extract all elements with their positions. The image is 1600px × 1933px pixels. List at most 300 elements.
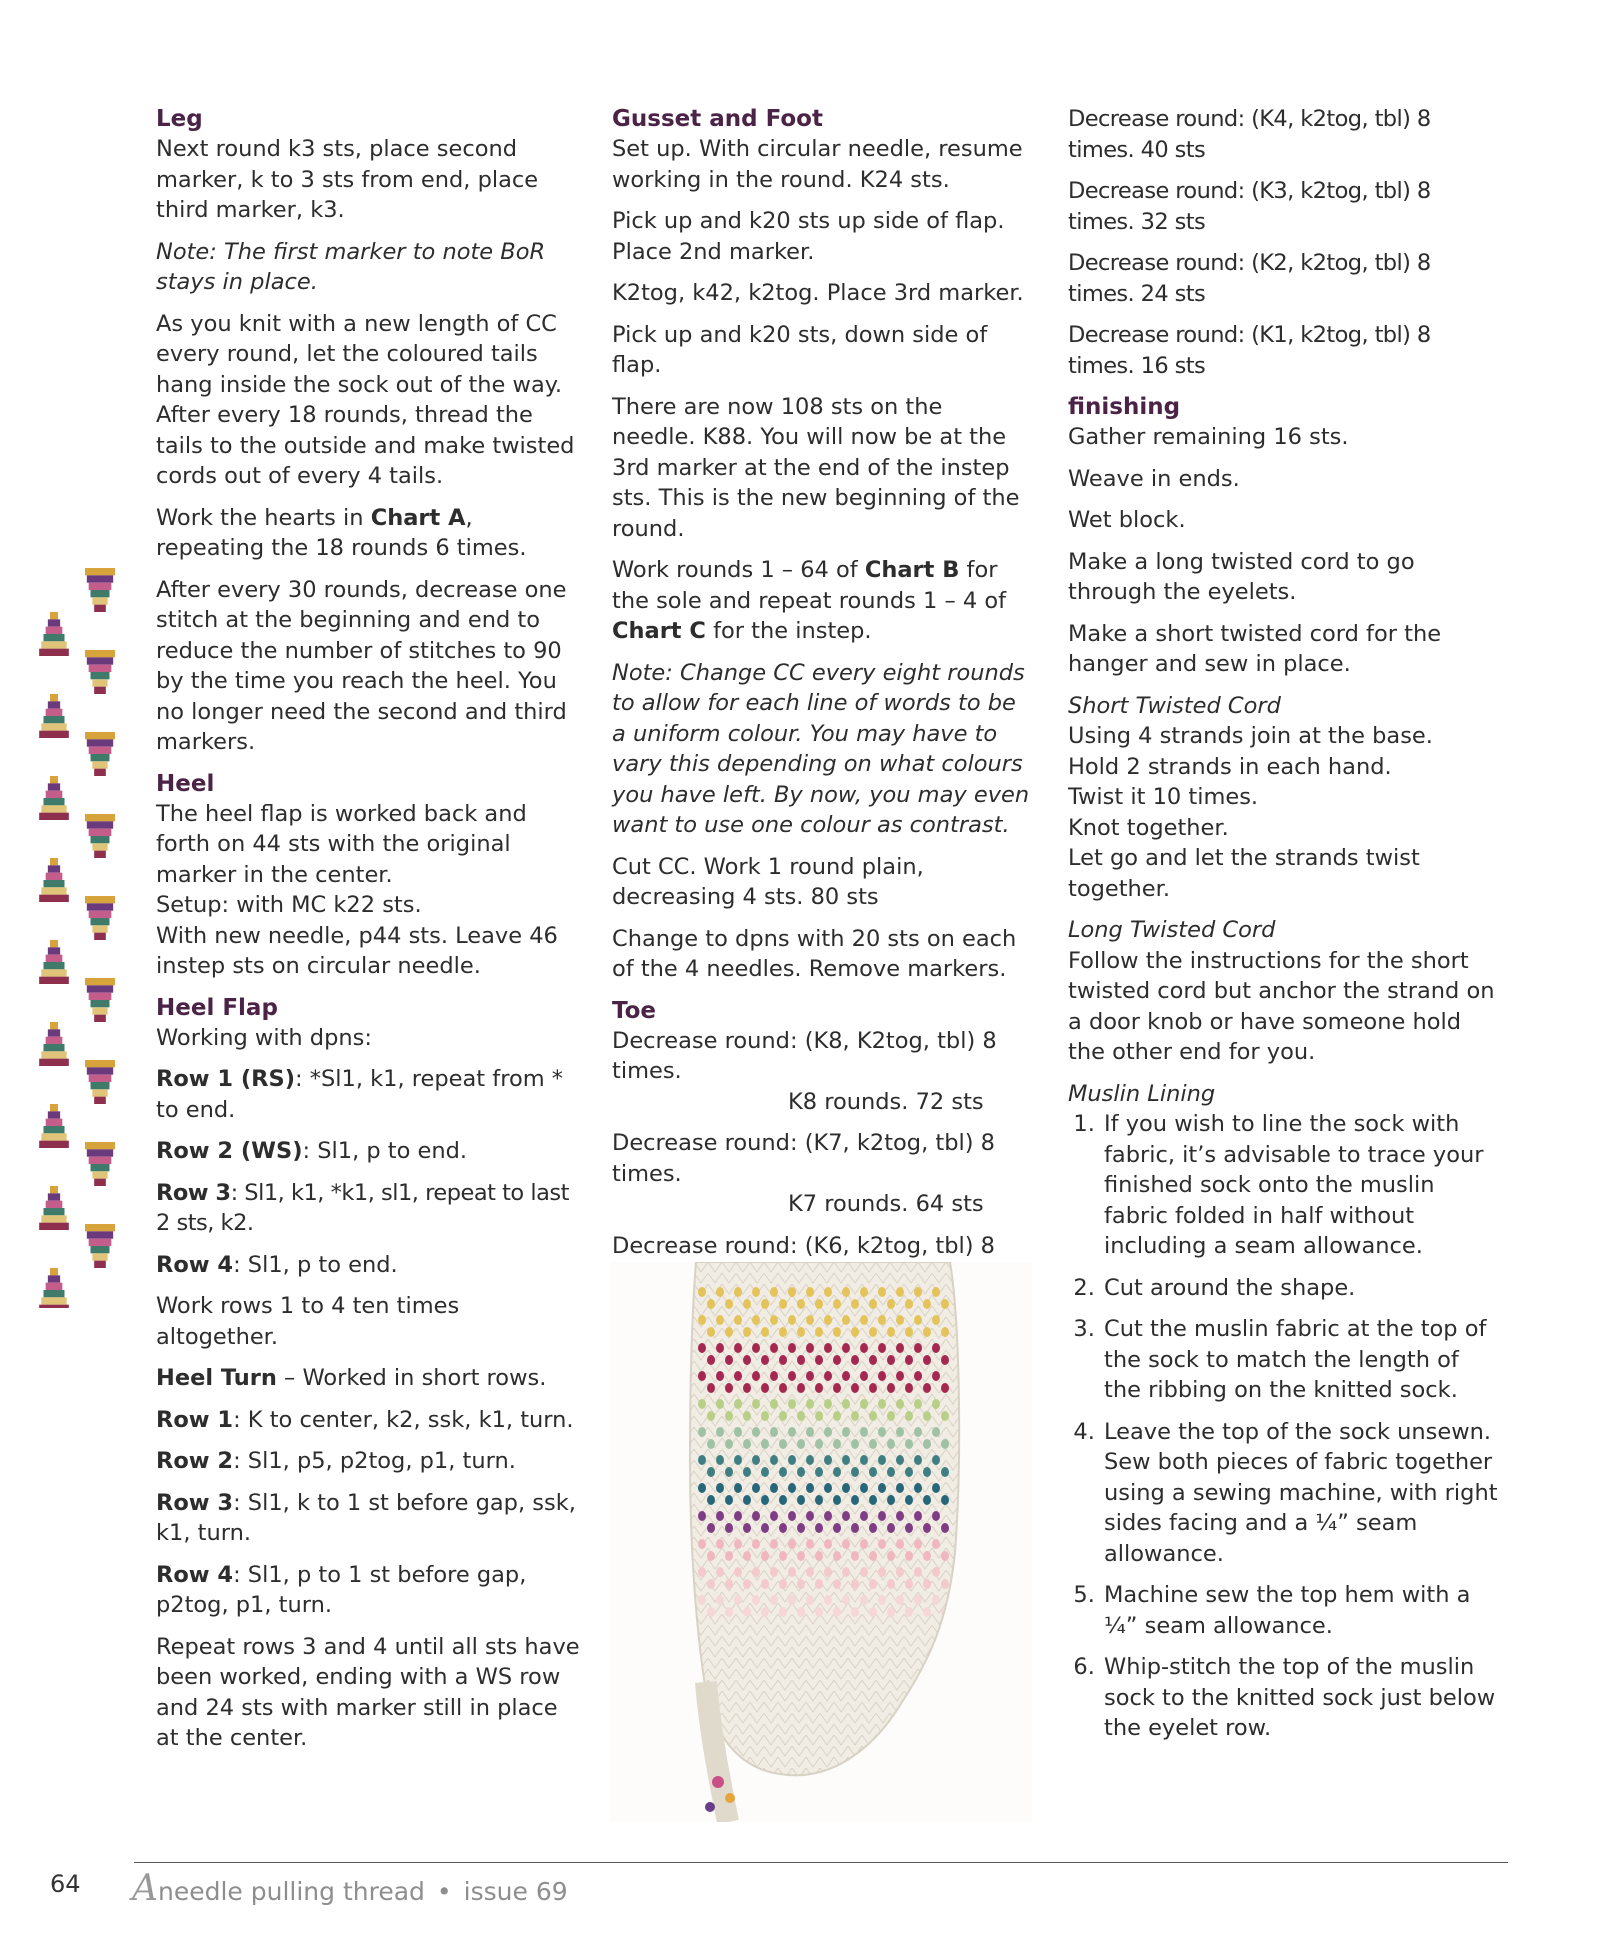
knit-dot (896, 1287, 904, 1297)
knit-dot (896, 1567, 904, 1577)
section-heading-heel: Heel (156, 770, 215, 797)
knit-dot (851, 1523, 859, 1533)
knit-dot (860, 1483, 868, 1493)
knit-dot (869, 1299, 877, 1309)
knit-dot (932, 1371, 940, 1381)
knit-dot (923, 1411, 931, 1421)
knit-dot (860, 1287, 868, 1297)
knit-dot (860, 1567, 868, 1577)
knit-dot (734, 1287, 742, 1297)
knit-dot (914, 1371, 922, 1381)
knit-dot (707, 1411, 715, 1421)
knit-dot (725, 1411, 733, 1421)
knit-dot (743, 1327, 751, 1337)
knit-dot (860, 1595, 868, 1605)
rounds-line: K7 rounds. 64 sts (788, 1191, 984, 1217)
knit-dot (878, 1539, 886, 1549)
knit-dot (869, 1327, 877, 1337)
knit-dot (716, 1511, 724, 1521)
decrease-line: Decrease round: (K8, K2tog, tbl) 8 times. (612, 1027, 997, 1084)
knit-dot (887, 1607, 895, 1617)
knit-dot (698, 1567, 706, 1577)
heart-motif (85, 814, 115, 858)
step-line: Twist it 10 times. (1068, 784, 1259, 810)
brand-name: needle pulling thread (158, 1877, 425, 1906)
knit-dot (905, 1411, 913, 1421)
knit-dot (932, 1315, 940, 1325)
knit-dot (932, 1483, 940, 1493)
paragraph: After every 30 rounds, decrease one stitch at the beginning and end to reduce the number of stitches to 90 by the time you reach the heel. You no longer need the second and third markers. (156, 576, 567, 755)
knit-dot (743, 1439, 751, 1449)
knit-dot (788, 1371, 796, 1381)
subheading-short-cord: Short Twisted Cord (1068, 692, 1281, 719)
knit-dot (770, 1315, 778, 1325)
heart-motif (39, 1022, 69, 1066)
knit-dot (869, 1523, 877, 1533)
heart-motif (39, 858, 69, 902)
knit-dot (788, 1399, 796, 1409)
knit-dot (761, 1327, 769, 1337)
knit-dot (797, 1607, 805, 1617)
knit-dot (923, 1579, 931, 1589)
knit-dot (779, 1327, 787, 1337)
note-label: Note: (156, 238, 217, 265)
knit-dot (860, 1427, 868, 1437)
knit-dot (716, 1343, 724, 1353)
knit-dot (932, 1399, 940, 1409)
knit-dot (941, 1383, 949, 1393)
knit-dot (860, 1455, 868, 1465)
knit-dot (707, 1495, 715, 1505)
knit-dot (851, 1495, 859, 1505)
knit-dot (734, 1511, 742, 1521)
knit-dot (887, 1299, 895, 1309)
knit-dot (779, 1411, 787, 1421)
knit-dot (725, 1467, 733, 1477)
knit-dot (842, 1567, 850, 1577)
knit-dot (851, 1439, 859, 1449)
knit-dot (887, 1523, 895, 1533)
decrease-line: Decrease round: (K2, k2tog, tbl) 8 times. 24 sts (1068, 250, 1431, 307)
knit-dot (743, 1383, 751, 1393)
knit-dot (707, 1551, 715, 1561)
knit-dot (878, 1399, 886, 1409)
step-line: Let go and let the strands twist together. (1068, 845, 1420, 902)
knit-dot (779, 1355, 787, 1365)
knit-dot (743, 1411, 751, 1421)
knit-dot (923, 1607, 931, 1617)
knit-dot (734, 1455, 742, 1465)
knit-dot (869, 1439, 877, 1449)
decrease-line: Decrease round: (K7, k2tog, tbl) 8 times. (612, 1130, 995, 1187)
note (156, 237, 586, 298)
knit-dot (806, 1595, 814, 1605)
knit-dot (824, 1371, 832, 1381)
knit-dot (788, 1567, 796, 1577)
knit-dot (842, 1427, 850, 1437)
row-text: : Sl1, p to end. (233, 1251, 398, 1278)
knit-dot (806, 1539, 814, 1549)
knit-dot (887, 1439, 895, 1449)
heart-motif (39, 1104, 69, 1148)
knit-dot (824, 1539, 832, 1549)
paragraph: Pick up and k20 sts, down side of flap. (612, 321, 988, 378)
knit-dot (761, 1299, 769, 1309)
knit-dot (806, 1343, 814, 1353)
knit-dot (842, 1511, 850, 1521)
knit-dot (725, 1327, 733, 1337)
knit-dot (905, 1299, 913, 1309)
row-label: Row 1 (RS) (156, 1066, 295, 1092)
knit-dot (806, 1399, 814, 1409)
knit-dot (734, 1595, 742, 1605)
paragraph (156, 503, 586, 564)
knit-dot (707, 1299, 715, 1309)
list-item: 4. Leave the top of the sock unsewn. Sew both pieces of fabric together using a sewing machine, with right sides facing and a ¼” seam allowance. (1102, 1417, 1500, 1570)
knit-dot (725, 1607, 733, 1617)
knit-dot (887, 1495, 895, 1505)
heart-motif (85, 568, 115, 612)
heart-motif (39, 612, 69, 656)
row-label: Row 2 (WS) (156, 1138, 303, 1164)
knit-dot (743, 1579, 751, 1589)
knit-dot (905, 1355, 913, 1365)
knit-dot (914, 1511, 922, 1521)
list-item: 1. If you wish to line the sock with fabric, it’s advisable to trace your finished sock onto the muslin fabric folded in half without including a seam allowance. (1102, 1109, 1500, 1262)
decrease-list (1068, 104, 1500, 381)
knit-dot (806, 1567, 814, 1577)
knit-dot (725, 1355, 733, 1365)
knit-dot (734, 1315, 742, 1325)
heart-motif (39, 1268, 69, 1308)
knit-dot (806, 1315, 814, 1325)
knit-dot (770, 1483, 778, 1493)
knit-dot (761, 1579, 769, 1589)
row-label: Row 4 (156, 1561, 234, 1588)
knit-dot (887, 1355, 895, 1365)
knit-dot (770, 1427, 778, 1437)
paragraph: With new needle, p44 sts. Leave 46 instep sts on circular needle. (156, 922, 558, 979)
knit-dot (914, 1315, 922, 1325)
knit-dot (905, 1383, 913, 1393)
knit-dot (824, 1455, 832, 1465)
paragraph: Next round k3 sts, place second marker, k to 3 sts from end, place third marker, k3. (156, 136, 539, 223)
knit-dot (797, 1383, 805, 1393)
knit-dot (941, 1551, 949, 1561)
knit-dot (806, 1483, 814, 1493)
knit-dot (779, 1383, 787, 1393)
knit-dot (905, 1495, 913, 1505)
paragraph (612, 555, 1032, 647)
text: for the instep. (705, 618, 872, 644)
knit-dot (761, 1411, 769, 1421)
knit-dot (860, 1343, 868, 1353)
knit-dot (896, 1427, 904, 1437)
knit-dot (914, 1455, 922, 1465)
knit-dot (788, 1427, 796, 1437)
knit-dot (824, 1511, 832, 1521)
knit-dot (752, 1287, 760, 1297)
heart-motif (39, 776, 69, 820)
knit-dot (851, 1467, 859, 1477)
knit-dot (788, 1343, 796, 1353)
knit-dot (887, 1383, 895, 1393)
knit-dot (779, 1579, 787, 1589)
knit-dot (698, 1315, 706, 1325)
knit-dot (842, 1595, 850, 1605)
knit-dot (833, 1523, 841, 1533)
knit-dot (806, 1371, 814, 1381)
heart-motif (85, 1142, 115, 1186)
knit-dot (887, 1327, 895, 1337)
knit-dot (932, 1567, 940, 1577)
muslin-steps (1068, 1109, 1500, 1744)
knit-dot (779, 1607, 787, 1617)
knit-dot (941, 1523, 949, 1533)
knit-dot (725, 1551, 733, 1561)
knit-dot (896, 1539, 904, 1549)
knit-dot (725, 1383, 733, 1393)
knit-dot (878, 1455, 886, 1465)
knit-dot (761, 1523, 769, 1533)
knit-dot (842, 1399, 850, 1409)
knit-dot (716, 1567, 724, 1577)
knit-dot (797, 1355, 805, 1365)
knit-dot (878, 1511, 886, 1521)
knit-dot (923, 1383, 931, 1393)
knit-dot (851, 1299, 859, 1309)
heel-turn-intro (156, 1363, 586, 1394)
rounds-line: K8 rounds. 72 sts (788, 1088, 984, 1115)
knit-dot (815, 1355, 823, 1365)
magazine-brand (132, 1868, 568, 1909)
knit-dot (914, 1539, 922, 1549)
knit-dot (815, 1467, 823, 1477)
knit-dot (869, 1579, 877, 1589)
decrease-line: Decrease round: (K6, k2tog, tbl) 8 (612, 1232, 995, 1259)
paragraph: Pick up and k20 sts up side of flap. Place 2nd marker. (612, 208, 1005, 265)
knit-dot (815, 1523, 823, 1533)
knit-dot (770, 1455, 778, 1465)
knit-dot (878, 1343, 886, 1353)
knit-dot (734, 1427, 742, 1437)
knit-dot (824, 1287, 832, 1297)
row-text: : Sl1, p to end. (302, 1138, 468, 1164)
subheading-muslin-lining: Muslin Lining (1068, 1080, 1216, 1107)
note-text: : Change CC every eight rounds to allow for each line of words to be a uniform colour. You may have to vary this depending on what colours you have left. By now, you may even want to use one colour as contrast. (612, 659, 1030, 838)
knit-dot (833, 1411, 841, 1421)
knit-dot (788, 1511, 796, 1521)
knit-dot (905, 1439, 913, 1449)
paragraph: Cut CC. Work 1 round plain, decreasing 4 sts. 80 sts (612, 853, 924, 910)
knit-dot (752, 1343, 760, 1353)
knit-dot (833, 1355, 841, 1365)
text: , repeating the 18 rounds 6 times. (156, 504, 527, 561)
knit-dot (923, 1299, 931, 1309)
text: Work rounds 1 – 64 of (612, 557, 865, 583)
knit-dot (851, 1383, 859, 1393)
knit-dot (770, 1595, 778, 1605)
heart-motif (85, 1224, 115, 1268)
knit-dot (860, 1399, 868, 1409)
knit-dot (734, 1343, 742, 1353)
knit-dot (896, 1595, 904, 1605)
row-instruction (156, 1178, 586, 1239)
knit-dot (815, 1551, 823, 1561)
row-label: Row 2 (156, 1448, 234, 1474)
knit-dot (707, 1523, 715, 1533)
decrease-line: Decrease round: (K3, k2tog, tbl) 8 times. 32 sts (1068, 178, 1431, 235)
knit-dot (761, 1355, 769, 1365)
knit-dot (797, 1523, 805, 1533)
knit-dot (896, 1343, 904, 1353)
knit-dot (698, 1483, 706, 1493)
knit-dot (815, 1327, 823, 1337)
knit-dot (761, 1495, 769, 1505)
heart-motif (85, 896, 115, 940)
decorative-hearts (28, 568, 138, 1308)
row-instruction (156, 1136, 586, 1167)
paragraph: The heel flap is worked back and forth on 44 sts with the original marker in the center. (156, 800, 527, 888)
knit-dot (806, 1455, 814, 1465)
knit-dot (743, 1355, 751, 1365)
row-instruction (156, 1560, 586, 1621)
knit-dot (761, 1439, 769, 1449)
knit-dot (824, 1343, 832, 1353)
knit-dot (923, 1355, 931, 1365)
knit-dot (815, 1439, 823, 1449)
knit-dot (905, 1327, 913, 1337)
paragraph: As you knit with a new length of CC every round, let the coloured tails hang inside the sock out of the way. After every 18 rounds, thread the tails to the outside and make twisted cords out of every 4 tails. (156, 310, 575, 489)
knit-dot (896, 1511, 904, 1521)
paragraph: Wet block. (1068, 507, 1186, 533)
heart-motif (39, 1186, 69, 1230)
knit-dot (698, 1539, 706, 1549)
knit-dot (788, 1455, 796, 1465)
knit-dot (923, 1495, 931, 1505)
knit-dot (734, 1483, 742, 1493)
chart-ref: Chart A (370, 504, 466, 531)
paragraph: Set up. With circular needle, resume working in the round. K24 sts. (612, 136, 1023, 193)
knit-dot (905, 1579, 913, 1589)
knit-dot (869, 1467, 877, 1477)
knit-dot (851, 1607, 859, 1617)
paragraph: There are now 108 sts on the needle. K88. You will now be at the 3rd marker at the end of the instep sts. This is the new beginning of the round. (612, 393, 1020, 542)
knit-dot (941, 1495, 949, 1505)
row-instruction (156, 1405, 586, 1436)
knit-dot (941, 1411, 949, 1421)
knit-dot (779, 1523, 787, 1533)
knit-dot (743, 1523, 751, 1533)
heel-turn-text: – Worked in short rows. (276, 1365, 547, 1391)
knit-dot (752, 1539, 760, 1549)
list-item: 3. Cut the muslin fabric at the top of the sock to match the length of the ribbing on the knitted sock. (1102, 1314, 1500, 1406)
heel-turn-label: Heel Turn (156, 1365, 277, 1391)
knit-dot (752, 1371, 760, 1381)
knit-dot (842, 1455, 850, 1465)
knit-dot (833, 1383, 841, 1393)
knit-dot (896, 1399, 904, 1409)
issue-number: issue 69 (463, 1877, 568, 1906)
knit-dot (833, 1495, 841, 1505)
knit-dot (941, 1327, 949, 1337)
knit-dot (734, 1567, 742, 1577)
knit-dot (698, 1511, 706, 1521)
knit-dot (797, 1551, 805, 1561)
knit-dot (797, 1579, 805, 1589)
knit-dot (815, 1607, 823, 1617)
knit-dot (914, 1399, 922, 1409)
row-instruction (156, 1446, 586, 1477)
knit-dot (743, 1551, 751, 1561)
knit-dot (815, 1383, 823, 1393)
knit-dot (707, 1439, 715, 1449)
step-line: Hold 2 strands in each hand. (1068, 753, 1392, 780)
knit-dot (896, 1455, 904, 1465)
knit-dot (833, 1551, 841, 1561)
knit-dot (725, 1523, 733, 1533)
knit-dot (878, 1483, 886, 1493)
knit-dot (941, 1299, 949, 1309)
section-heading-toe: Toe (612, 997, 657, 1024)
knit-dot (797, 1439, 805, 1449)
knit-dot (878, 1567, 886, 1577)
knit-dot (743, 1299, 751, 1309)
heart-motif (85, 650, 115, 694)
knit-dot (698, 1371, 706, 1381)
knit-dot (698, 1343, 706, 1353)
knit-dot (707, 1607, 715, 1617)
knit-dot (806, 1287, 814, 1297)
paragraph: Work rows 1 to 4 ten times altogether. (156, 1293, 460, 1350)
knit-dot (878, 1427, 886, 1437)
knit-dot (833, 1467, 841, 1477)
paragraph: Gather remaining 16 sts. (1068, 424, 1349, 450)
knit-dot (698, 1427, 706, 1437)
knit-dot (851, 1579, 859, 1589)
knit-dot (842, 1539, 850, 1549)
brand-initial: A (132, 1868, 158, 1909)
knit-dot (698, 1287, 706, 1297)
knit-dot (779, 1467, 787, 1477)
knit-dot (905, 1551, 913, 1561)
knit-dot (716, 1539, 724, 1549)
knit-dot (914, 1343, 922, 1353)
knit-dot (707, 1579, 715, 1589)
row-instruction (156, 1250, 586, 1281)
knit-dot (725, 1439, 733, 1449)
knit-dot (761, 1551, 769, 1561)
knit-dot (833, 1579, 841, 1589)
knit-dot (923, 1551, 931, 1561)
knit-dot (842, 1343, 850, 1353)
column-left (156, 104, 586, 1765)
knit-dot (905, 1607, 913, 1617)
knit-dot (914, 1595, 922, 1605)
knit-dot (716, 1399, 724, 1409)
knit-dot (869, 1607, 877, 1617)
knit-dot (743, 1607, 751, 1617)
row-label: Row 3 (156, 1179, 231, 1206)
knit-dot (725, 1579, 733, 1589)
knit-dot (878, 1315, 886, 1325)
row-text: : Sl1, p5, p2tog, p1, turn. (233, 1448, 516, 1474)
knit-dot (869, 1355, 877, 1365)
knit-dot (860, 1371, 868, 1381)
row-instruction (156, 1064, 586, 1125)
knit-dot (914, 1427, 922, 1437)
row-label: Row 4 (156, 1251, 234, 1278)
